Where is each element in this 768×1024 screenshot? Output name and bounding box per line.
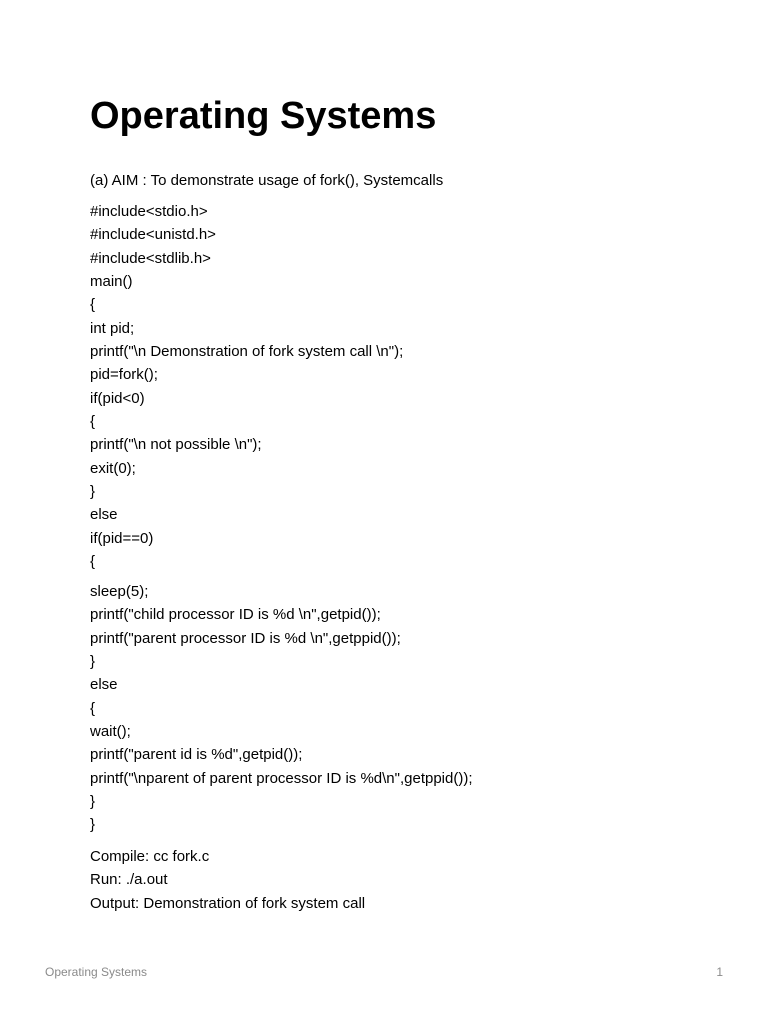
code-line: {	[90, 553, 96, 571]
code-line: Compile: cc fork.c	[90, 848, 210, 865]
code-line: sleep(5);	[90, 583, 149, 600]
code-line: printf("\n not possible \n");	[90, 436, 262, 454]
footer-page-number: 1	[716, 965, 723, 979]
code-line: }	[90, 816, 96, 834]
code-line: {	[90, 699, 96, 717]
code-line: }	[90, 653, 96, 671]
code-line: if(pid==0)	[90, 529, 154, 547]
code-line: {	[90, 413, 96, 431]
code-line: printf("\nparent of parent processor ID is %d\n",getppid());	[90, 769, 473, 787]
compile-run-output	[90, 845, 365, 915]
code-line: else	[90, 676, 118, 694]
code-line: printf("parent id is %d",getpid());	[90, 746, 303, 764]
code-line: {	[90, 296, 96, 314]
code-line: Output: Demonstration of fork system call	[90, 894, 366, 912]
code-line: wait();	[90, 723, 131, 741]
page-title: Operating Systems	[90, 95, 437, 137]
code-line: }	[90, 793, 96, 811]
code-line: int pid;	[90, 319, 135, 337]
code-block-child-parent	[90, 580, 473, 837]
code-line: exit(0);	[90, 459, 136, 477]
code-line: main()	[90, 273, 133, 291]
code-line: printf("parent processor ID is %d \n",getppid());	[90, 629, 401, 647]
code-line: printf("child processor ID is %d \n",getpid());	[90, 606, 381, 624]
code-line: printf("\n Demonstration of fork system call \n");	[90, 343, 404, 361]
aim-statement: (a) AIM : To demonstrate usage of fork(), Systemcalls	[90, 172, 444, 189]
code-line: #include<stdio.h>	[90, 203, 208, 220]
code-line: if(pid<0)	[90, 389, 145, 407]
code-block-main	[90, 200, 403, 574]
code-line: }	[90, 483, 96, 501]
code-line: #include<unistd.h>	[90, 226, 216, 244]
code-line: #include<stdlib.h>	[90, 249, 211, 267]
footer-title: Operating Systems	[45, 965, 148, 979]
code-line: pid=fork();	[90, 366, 158, 384]
code-line: Run: ./a.out	[90, 871, 168, 889]
code-line: else	[90, 506, 118, 524]
